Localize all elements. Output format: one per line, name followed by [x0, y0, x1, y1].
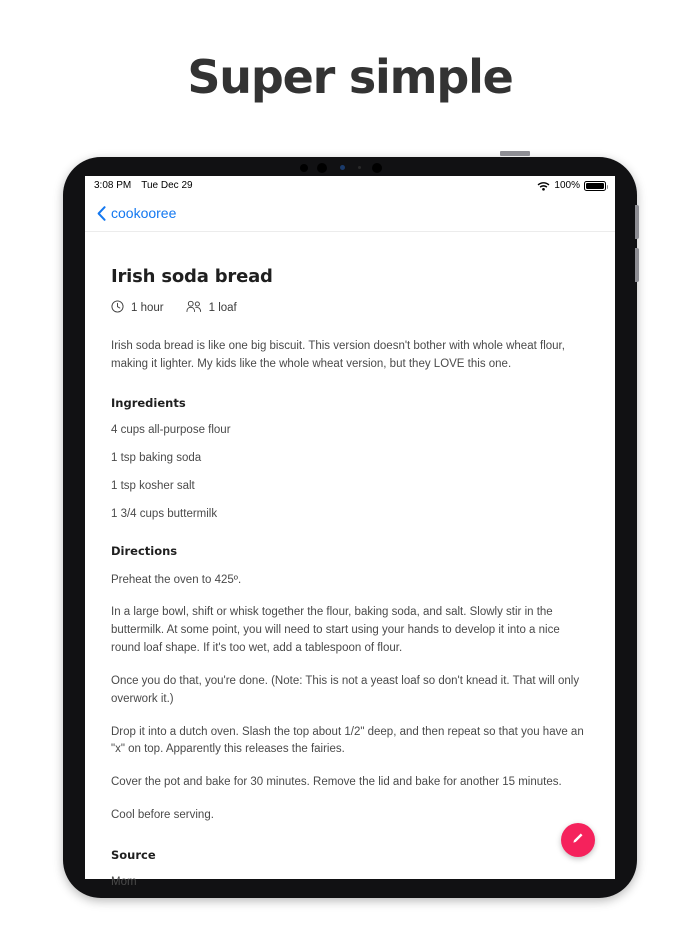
- recipe-yield-label: 1 loaf: [208, 302, 237, 314]
- direction-step: Drop it into a dutch oven. Slash the top about 1/2" deep, and then repeat so that you have an "x" on top. Apparently this releases the fairies.: [111, 725, 584, 756]
- recipe-time-label: 1 hour: [131, 302, 164, 314]
- ambient-light-sensor-icon: [358, 166, 361, 169]
- directions-heading: Directions: [111, 543, 178, 558]
- navigation-bar: [85, 195, 615, 231]
- ingredient-item: 1 tsp kosher salt: [111, 479, 195, 492]
- recipe-time: [111, 300, 164, 316]
- direction-step: Preheat the oven to 425º.: [111, 573, 242, 586]
- direction-step: In a large bowl, shift or whisk together the flour, baking soda, and salt. Slowly stir in the buttermilk. At some point, you will need to start using your hands to develop it into a nice round loaf shape. If it's too wet, add a tablespoon of flour.: [111, 606, 560, 655]
- power-button[interactable]: [500, 151, 530, 156]
- source-heading: Source: [111, 847, 156, 862]
- volume-down-button[interactable]: [635, 248, 639, 282]
- recipe-meta-row: [111, 300, 589, 316]
- recipe-yield: [186, 300, 237, 316]
- status-bar: [85, 176, 615, 195]
- direction-step: Cool before serving.: [111, 808, 214, 821]
- camera-sensor-icon: [300, 164, 308, 172]
- infrared-sensor-icon: [340, 165, 345, 170]
- back-button[interactable]: [97, 205, 176, 221]
- device-screen: [85, 176, 615, 888]
- volume-up-button[interactable]: [635, 205, 639, 239]
- direction-step: Once you do that, you're done. (Note: This is not a yeast loaf so don't knead it. That will only overwork it.): [111, 674, 580, 705]
- status-bar-right: [537, 180, 606, 191]
- ingredients-heading: Ingredients: [111, 395, 186, 410]
- recipe-detail-sheet: [85, 231, 615, 888]
- pencil-icon: [570, 830, 586, 851]
- status-date: Tue Dec 29: [141, 180, 193, 191]
- wifi-icon: [537, 181, 550, 191]
- status-bar-left: [94, 180, 193, 191]
- recipe-title: Irish soda bread: [111, 266, 273, 287]
- back-button-label: cookooree: [111, 205, 177, 221]
- recipe-description: Irish soda bread is like one big biscuit. This version doesn't bother with whole wheat flour, making it lighter. My kids like the whole wheat version, but they LOVE this one.: [111, 340, 565, 370]
- front-camera-array: [300, 163, 410, 172]
- ingredient-item: 1 3/4 cups buttermilk: [111, 507, 218, 520]
- camera-lens-icon: [317, 163, 327, 173]
- people-icon: [186, 300, 202, 316]
- battery-full-icon: [584, 181, 606, 191]
- edit-recipe-fab[interactable]: [561, 823, 595, 857]
- page-headline: Super simple: [187, 50, 513, 104]
- clock-icon: [111, 300, 124, 316]
- status-time: 3:08 PM: [94, 180, 132, 191]
- direction-step: Cover the pot and bake for 30 minutes. Remove the lid and bake for another 15 minutes.: [111, 776, 562, 789]
- battery-percent-label: 100%: [554, 180, 580, 191]
- ingredient-item: 1 tsp baking soda: [111, 451, 202, 464]
- dot-projector-icon: [372, 163, 382, 173]
- chevron-left-icon: [97, 206, 106, 221]
- source-value: Mom: [111, 875, 137, 888]
- ingredient-item: 4 cups all-purpose flour: [111, 423, 231, 436]
